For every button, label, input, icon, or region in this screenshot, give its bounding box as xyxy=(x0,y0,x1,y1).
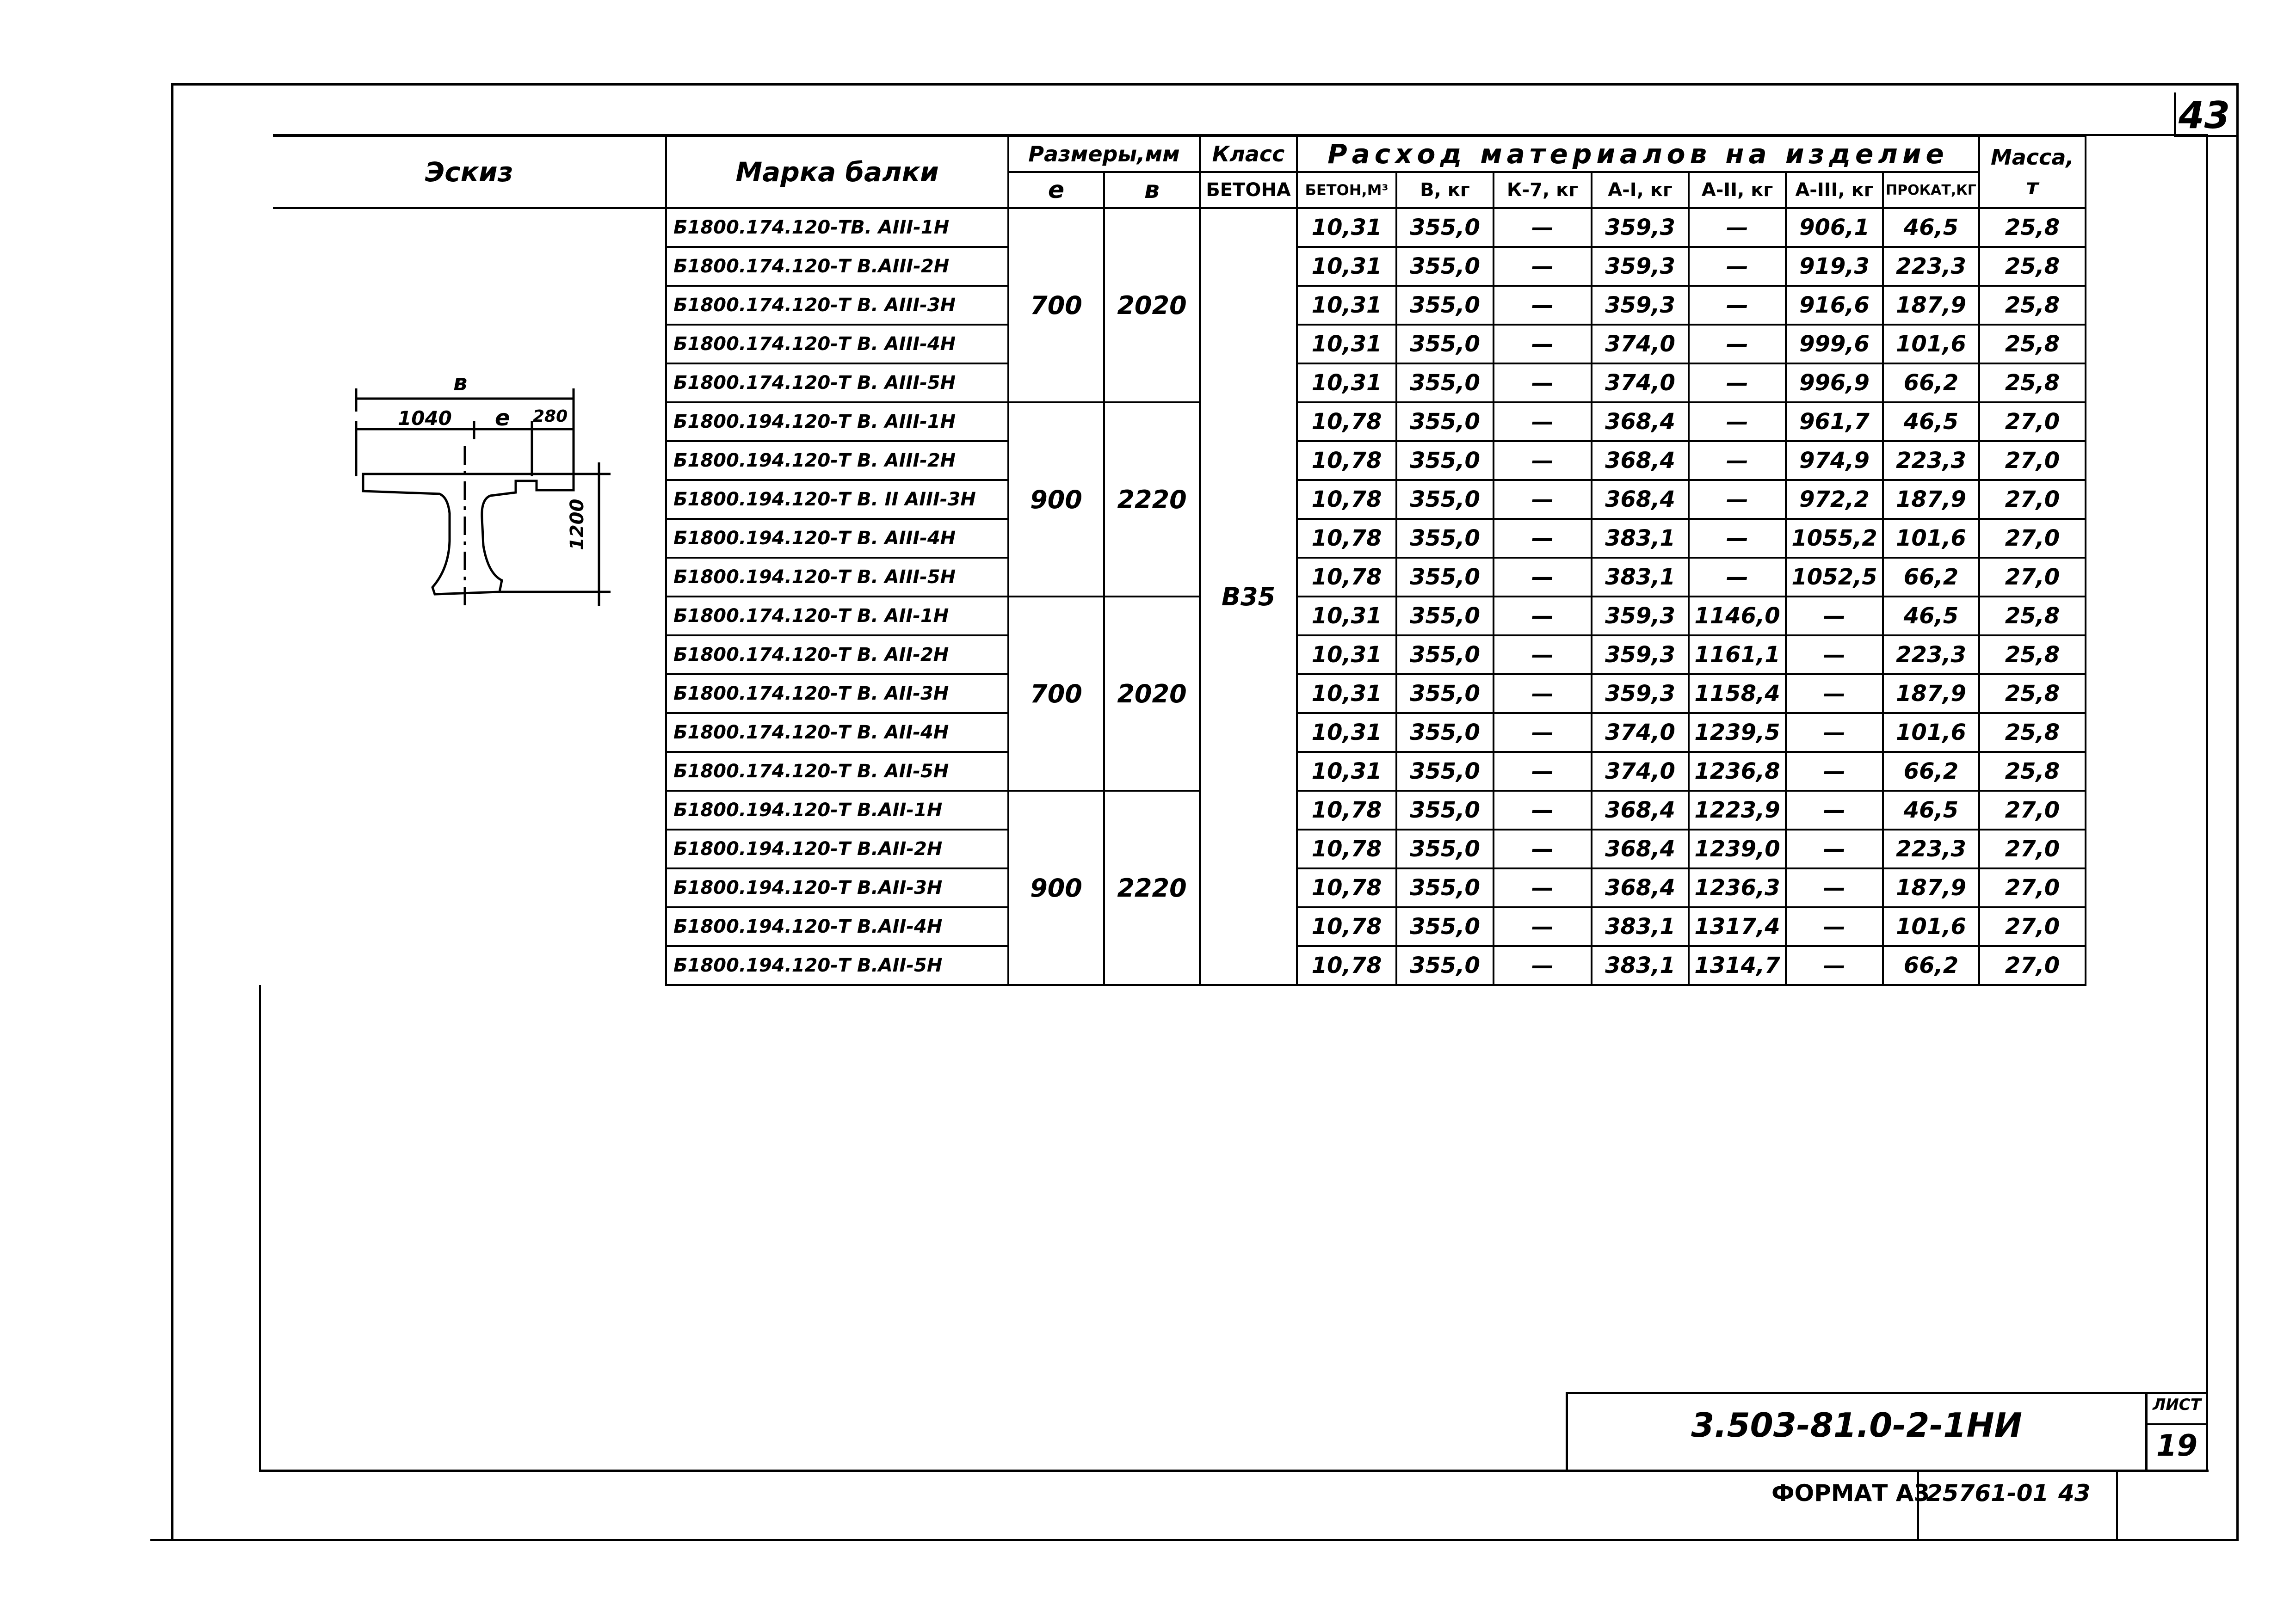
cell-a2: 1239,0 xyxy=(1689,830,1786,868)
cell-mass: 25,8 xyxy=(1979,247,2086,286)
beam-mark-cell: Б1800.194.120-Т В.АII-5Н xyxy=(666,946,1008,985)
cell-a1: 359,3 xyxy=(1592,597,1689,635)
cell-mass: 27,0 xyxy=(1979,907,2086,946)
table-row xyxy=(273,208,2086,247)
header-k7-kg: К-7, кг xyxy=(1494,172,1592,208)
cell-a2: — xyxy=(1689,286,1786,325)
cell-k7: — xyxy=(1494,441,1592,480)
title-block-sheet-mid xyxy=(2145,1423,2208,1425)
cell-mass: 25,8 xyxy=(1979,713,2086,752)
cell-a3: — xyxy=(1786,868,1883,907)
cell-rolled: 187,9 xyxy=(1883,868,1979,907)
cell-b: 355,0 xyxy=(1396,868,1494,907)
sheet-label: ЛИСТ xyxy=(2153,1396,2201,1414)
cell-a2: — xyxy=(1689,363,1786,402)
header-a1-kg: А-I, кг xyxy=(1592,172,1689,208)
beam-mark-cell: Б1800.174.120-Т В. АII-5Н xyxy=(666,752,1008,791)
cell-b: 355,0 xyxy=(1396,402,1494,441)
cell-b: 355,0 xyxy=(1396,558,1494,597)
cell-b: 355,0 xyxy=(1396,635,1494,674)
cell-concrete: 10,78 xyxy=(1297,868,1396,907)
cell-k7: — xyxy=(1494,363,1592,402)
header-concrete-class-1: Класс xyxy=(1200,136,1297,172)
dim-b-cell: 2020 xyxy=(1104,208,1200,402)
header-mass xyxy=(1979,136,2086,208)
cell-concrete: 10,78 xyxy=(1297,480,1396,519)
cell-a2: — xyxy=(1689,208,1786,247)
frame-inner-left xyxy=(259,985,261,1470)
cell-b: 355,0 xyxy=(1396,325,1494,363)
cell-k7: — xyxy=(1494,713,1592,752)
cell-rolled: 66,2 xyxy=(1883,363,1979,402)
cell-concrete: 10,31 xyxy=(1297,363,1396,402)
cell-concrete: 10,31 xyxy=(1297,286,1396,325)
header-dim-b: в xyxy=(1104,172,1200,208)
header-sketch: Эскиз xyxy=(273,136,666,208)
cell-a2: — xyxy=(1689,325,1786,363)
beam-mark-cell: Б1800.194.120-Т В. АIII-5Н xyxy=(666,558,1008,597)
header-b-kg: В, кг xyxy=(1396,172,1494,208)
cell-a3: 919,3 xyxy=(1786,247,1883,286)
cell-a1: 374,0 xyxy=(1592,325,1689,363)
sketch-label-b: в xyxy=(453,370,468,396)
cell-k7: — xyxy=(1494,907,1592,946)
header-row-1 xyxy=(273,136,2086,172)
cell-concrete: 10,31 xyxy=(1297,674,1396,713)
cell-a1: 368,4 xyxy=(1592,791,1689,830)
cell-a3: 961,7 xyxy=(1786,402,1883,441)
beam-mark-cell: Б1800.194.120-Т В. II АIII-3Н xyxy=(666,480,1008,519)
footer-page: 43 xyxy=(2058,1480,2091,1507)
page-number-box-left xyxy=(2174,92,2176,136)
sketch-label-1200: 1200 xyxy=(567,498,588,550)
dim-b-cell: 2220 xyxy=(1104,402,1200,597)
cell-a2: — xyxy=(1689,402,1786,441)
header-mass-line2: т xyxy=(2026,174,2039,199)
cell-a3: — xyxy=(1786,597,1883,635)
beam-mark-cell: Б1800.174.120-Т В.АIII-2Н xyxy=(666,247,1008,286)
dim-e-cell: 900 xyxy=(1008,402,1104,597)
beam-mark-cell: Б1800.194.120-Т В.АII-1Н xyxy=(666,791,1008,830)
cell-a1: 383,1 xyxy=(1592,558,1689,597)
cell-k7: — xyxy=(1494,480,1592,519)
cell-a3: — xyxy=(1786,635,1883,674)
dim-e-cell: 700 xyxy=(1008,208,1104,402)
cell-mass: 25,8 xyxy=(1979,325,2086,363)
cell-rolled: 187,9 xyxy=(1883,480,1979,519)
cell-a3: — xyxy=(1786,791,1883,830)
cell-rolled: 223,3 xyxy=(1883,247,1979,286)
frame-outer-top xyxy=(171,83,2239,86)
cell-k7: — xyxy=(1494,519,1592,558)
cell-concrete: 10,78 xyxy=(1297,830,1396,868)
footer-divider-2 xyxy=(2116,1472,2118,1539)
cell-concrete: 10,31 xyxy=(1297,713,1396,752)
page-number: 43 xyxy=(2179,94,2230,137)
cell-k7: — xyxy=(1494,830,1592,868)
cell-b: 355,0 xyxy=(1396,247,1494,286)
cell-concrete: 10,78 xyxy=(1297,519,1396,558)
header-beam-mark: Марка балки xyxy=(666,136,1008,208)
beam-mark-cell: Б1800.194.120-Т В.АII-3Н xyxy=(666,868,1008,907)
cell-rolled: 46,5 xyxy=(1883,791,1979,830)
sketch-label-1040: 1040 xyxy=(398,407,452,430)
cell-concrete: 10,78 xyxy=(1297,791,1396,830)
cell-mass: 27,0 xyxy=(1979,402,2086,441)
frame-outer-right xyxy=(2236,83,2239,1541)
cell-rolled: 101,6 xyxy=(1883,907,1979,946)
cell-a1: 368,4 xyxy=(1592,480,1689,519)
cell-mass: 25,8 xyxy=(1979,674,2086,713)
cell-a2: — xyxy=(1689,441,1786,480)
cell-concrete: 10,78 xyxy=(1297,441,1396,480)
cell-a2: 1239,5 xyxy=(1689,713,1786,752)
cell-k7: — xyxy=(1494,674,1592,713)
header-dim-e: e xyxy=(1008,172,1104,208)
cell-a1: 368,4 xyxy=(1592,402,1689,441)
dim-b-cell: 2220 xyxy=(1104,791,1200,985)
cell-b: 355,0 xyxy=(1396,363,1494,402)
cell-a3: 996,9 xyxy=(1786,363,1883,402)
cell-a1: 368,4 xyxy=(1592,868,1689,907)
document-code: 3.503-81.0-2-1НИ xyxy=(1691,1406,2022,1445)
cell-mass: 25,8 xyxy=(1979,752,2086,791)
cell-a3: 916,6 xyxy=(1786,286,1883,325)
cell-b: 355,0 xyxy=(1396,674,1494,713)
beam-mark-cell: Б1800.194.120-Т В. АIII-1Н xyxy=(666,402,1008,441)
dim-b-cell: 2020 xyxy=(1104,597,1200,791)
cell-mass: 27,0 xyxy=(1979,868,2086,907)
cell-rolled: 46,5 xyxy=(1883,597,1979,635)
cell-rolled: 66,2 xyxy=(1883,752,1979,791)
header-a2-kg: А-II, кг xyxy=(1689,172,1786,208)
cell-a1: 383,1 xyxy=(1592,907,1689,946)
cell-a1: 374,0 xyxy=(1592,363,1689,402)
cell-rolled: 101,6 xyxy=(1883,325,1979,363)
beam-mark-cell: Б1800.174.120-Т В. АII-3Н xyxy=(666,674,1008,713)
cell-mass: 27,0 xyxy=(1979,441,2086,480)
cell-concrete: 10,78 xyxy=(1297,402,1396,441)
frame-inner-bottom xyxy=(259,1470,2209,1472)
cell-k7: — xyxy=(1494,402,1592,441)
cell-a1: 368,4 xyxy=(1592,441,1689,480)
cell-k7: — xyxy=(1494,325,1592,363)
cell-a2: 1317,4 xyxy=(1689,907,1786,946)
cell-a3: — xyxy=(1786,830,1883,868)
cell-concrete: 10,31 xyxy=(1297,597,1396,635)
cell-a1: 359,3 xyxy=(1592,247,1689,286)
cell-mass: 27,0 xyxy=(1979,519,2086,558)
cell-concrete: 10,31 xyxy=(1297,325,1396,363)
header-rolled-kg: ПРОКАТ,КГ xyxy=(1883,172,1979,208)
cell-a2: — xyxy=(1689,247,1786,286)
cell-mass: 27,0 xyxy=(1979,946,2086,985)
cell-mass: 25,8 xyxy=(1979,208,2086,247)
footer-format: ФОРМАТ А3 xyxy=(1771,1480,1930,1507)
cell-a3: — xyxy=(1786,713,1883,752)
sketch-label-280: 280 xyxy=(533,407,568,426)
frame-inner-right xyxy=(2206,134,2208,1472)
concrete-class-cell: В35 xyxy=(1200,208,1297,985)
cell-a2: 1223,9 xyxy=(1689,791,1786,830)
cell-b: 355,0 xyxy=(1396,208,1494,247)
dim-e-cell: 700 xyxy=(1008,597,1104,791)
cell-k7: — xyxy=(1494,208,1592,247)
cell-a1: 359,3 xyxy=(1592,674,1689,713)
beam-mark-cell: Б1800.174.120-Т В. АII-4Н xyxy=(666,713,1008,752)
cell-a2: — xyxy=(1689,558,1786,597)
cell-k7: — xyxy=(1494,597,1592,635)
cell-b: 355,0 xyxy=(1396,752,1494,791)
cell-mass: 27,0 xyxy=(1979,830,2086,868)
cell-concrete: 10,31 xyxy=(1297,208,1396,247)
cell-b: 355,0 xyxy=(1396,597,1494,635)
cell-a3: — xyxy=(1786,674,1883,713)
cell-a1: 359,3 xyxy=(1592,208,1689,247)
cell-b: 355,0 xyxy=(1396,519,1494,558)
cell-k7: — xyxy=(1494,635,1592,674)
cell-rolled: 187,9 xyxy=(1883,286,1979,325)
cell-k7: — xyxy=(1494,752,1592,791)
cell-b: 355,0 xyxy=(1396,791,1494,830)
cell-a2: 1161,1 xyxy=(1689,635,1786,674)
cell-mass: 25,8 xyxy=(1979,635,2086,674)
header-concrete-class-2: БЕТОНА xyxy=(1200,172,1297,208)
cell-rolled: 46,5 xyxy=(1883,208,1979,247)
cell-rolled: 101,6 xyxy=(1883,519,1979,558)
cell-mass: 27,0 xyxy=(1979,791,2086,830)
sketch-label-e: e xyxy=(495,405,510,431)
cell-k7: — xyxy=(1494,868,1592,907)
cell-k7: — xyxy=(1494,791,1592,830)
cell-rolled: 223,3 xyxy=(1883,830,1979,868)
dim-e-cell: 900 xyxy=(1008,791,1104,985)
cell-a1: 359,3 xyxy=(1592,286,1689,325)
cell-concrete: 10,31 xyxy=(1297,247,1396,286)
header-materials: Расход материалов на изделие xyxy=(1297,136,1979,172)
cell-a3: 906,1 xyxy=(1786,208,1883,247)
cell-b: 355,0 xyxy=(1396,907,1494,946)
cell-a2: 1314,7 xyxy=(1689,946,1786,985)
cell-b: 355,0 xyxy=(1396,713,1494,752)
cell-b: 355,0 xyxy=(1396,480,1494,519)
cell-rolled: 66,2 xyxy=(1883,558,1979,597)
frame-outer-bottom xyxy=(150,1539,2239,1541)
header-mass-line1: Масса, xyxy=(1990,145,2074,170)
cell-k7: — xyxy=(1494,286,1592,325)
cell-a3: 1052,5 xyxy=(1786,558,1883,597)
cell-a3: — xyxy=(1786,907,1883,946)
cell-rolled: 101,6 xyxy=(1883,713,1979,752)
beam-mark-cell: Б1800.174.120-Т В. АIII-3Н xyxy=(666,286,1008,325)
cell-a2: 1146,0 xyxy=(1689,597,1786,635)
cell-concrete: 10,78 xyxy=(1297,946,1396,985)
beam-mark-cell: Б1800.194.120-Т В.АII-4Н xyxy=(666,907,1008,946)
cell-a1: 359,3 xyxy=(1592,635,1689,674)
cell-mass: 25,8 xyxy=(1979,597,2086,635)
beam-mark-cell: Б1800.194.120-Т В.АII-2Н xyxy=(666,830,1008,868)
cell-rolled: 66,2 xyxy=(1883,946,1979,985)
cell-a2: 1236,8 xyxy=(1689,752,1786,791)
cell-mass: 27,0 xyxy=(1979,480,2086,519)
header-concrete: БЕТОН,М³ xyxy=(1297,172,1396,208)
cell-k7: — xyxy=(1494,558,1592,597)
cell-a3: 972,2 xyxy=(1786,480,1883,519)
cell-concrete: 10,78 xyxy=(1297,558,1396,597)
title-block-top xyxy=(1566,1392,2206,1394)
cell-rolled: 187,9 xyxy=(1883,674,1979,713)
header-a3-kg: А-III, кг xyxy=(1786,172,1883,208)
cell-a1: 368,4 xyxy=(1592,830,1689,868)
cell-k7: — xyxy=(1494,247,1592,286)
footer-archive-number: 25761-01 xyxy=(1926,1480,2049,1507)
cell-rolled: 223,3 xyxy=(1883,635,1979,674)
beam-mark-cell: Б1800.174.120-ТВ. АIII-1Н xyxy=(666,208,1008,247)
frame-outer-left xyxy=(171,83,173,1540)
cell-concrete: 10,31 xyxy=(1297,752,1396,791)
sheet-number: 19 xyxy=(2156,1429,2198,1463)
cell-b: 355,0 xyxy=(1396,946,1494,985)
cell-concrete: 10,78 xyxy=(1297,907,1396,946)
cell-a3: — xyxy=(1786,946,1883,985)
cell-a2: 1158,4 xyxy=(1689,674,1786,713)
cell-b: 355,0 xyxy=(1396,441,1494,480)
beam-mark-cell: Б1800.194.120-Т В. АIII-2Н xyxy=(666,441,1008,480)
cell-b: 355,0 xyxy=(1396,830,1494,868)
cell-a3: 1055,2 xyxy=(1786,519,1883,558)
beam-mark-cell: Б1800.174.120-Т В. АII-1Н xyxy=(666,597,1008,635)
cell-a2: — xyxy=(1689,519,1786,558)
beam-mark-cell: Б1800.174.120-Т В. АII-2Н xyxy=(666,635,1008,674)
cell-a3: 999,6 xyxy=(1786,325,1883,363)
cell-rolled: 223,3 xyxy=(1883,441,1979,480)
beam-sketch xyxy=(342,370,629,610)
cell-mass: 25,8 xyxy=(1979,286,2086,325)
cell-a1: 383,1 xyxy=(1592,519,1689,558)
cell-rolled: 46,5 xyxy=(1883,402,1979,441)
cell-a2: — xyxy=(1689,480,1786,519)
cell-a3: 974,9 xyxy=(1786,441,1883,480)
header-dimensions: Размеры,мм xyxy=(1008,136,1200,172)
beam-mark-cell: Б1800.194.120-Т В. АIII-4Н xyxy=(666,519,1008,558)
cell-k7: — xyxy=(1494,946,1592,985)
cell-mass: 25,8 xyxy=(1979,363,2086,402)
cell-mass: 27,0 xyxy=(1979,558,2086,597)
beam-mark-cell: Б1800.174.120-Т В. АIII-4Н xyxy=(666,325,1008,363)
cell-concrete: 10,31 xyxy=(1297,635,1396,674)
cell-a3: — xyxy=(1786,752,1883,791)
cell-a2: 1236,3 xyxy=(1689,868,1786,907)
cell-b: 355,0 xyxy=(1396,286,1494,325)
beam-mark-cell: Б1800.174.120-Т В. АIII-5Н xyxy=(666,363,1008,402)
cell-a1: 383,1 xyxy=(1592,946,1689,985)
cell-a1: 374,0 xyxy=(1592,713,1689,752)
cell-a1: 374,0 xyxy=(1592,752,1689,791)
